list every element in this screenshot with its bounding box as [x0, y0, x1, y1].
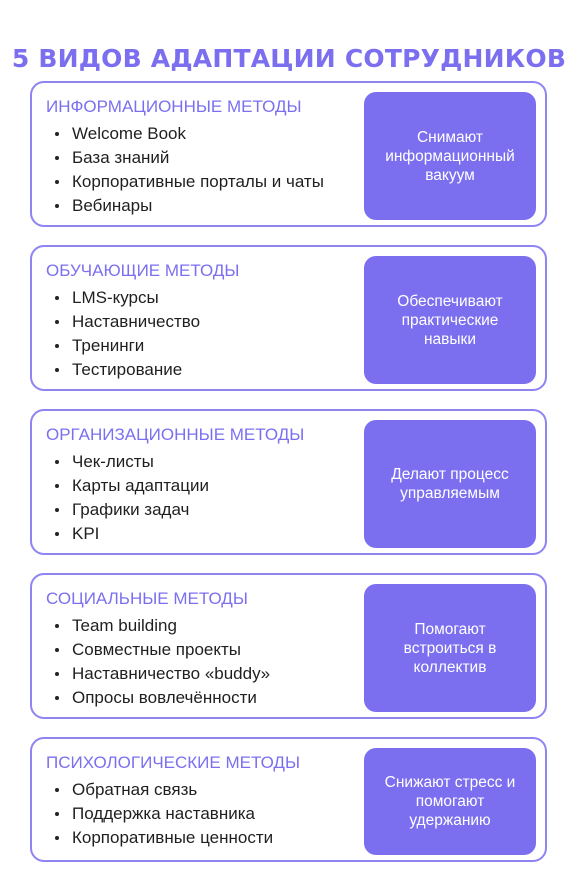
- method-card-informational: [30, 81, 547, 227]
- list-item: [48, 358, 200, 382]
- list-item-label: Корпоративные ценности: [72, 828, 274, 847]
- list-item: [48, 146, 324, 170]
- list-item: [48, 474, 209, 498]
- list-item: [48, 826, 273, 850]
- bullet-icon: [55, 788, 59, 792]
- list-item: [48, 310, 200, 334]
- bullet-icon: [55, 368, 59, 372]
- bullet-icon: [55, 156, 59, 160]
- bullet-icon: [55, 132, 59, 136]
- list-item: [48, 170, 324, 194]
- bullet-icon: [55, 320, 59, 324]
- list-item: [48, 450, 209, 474]
- list-item-label: Team building: [72, 616, 177, 635]
- method-card-psychological: [30, 737, 547, 862]
- method-list: [48, 614, 270, 710]
- list-item-label: Welcome Book: [72, 124, 187, 143]
- bullet-icon: [55, 812, 59, 816]
- bullet-icon: [55, 672, 59, 676]
- bullet-icon: [55, 344, 59, 348]
- list-item-label: Совместные проекты: [72, 640, 241, 659]
- list-item-label: Обратная связь: [72, 780, 198, 799]
- list-item-label: База знаний: [72, 148, 170, 167]
- list-item: [48, 522, 209, 546]
- bullet-icon: [55, 204, 59, 208]
- bullet-icon: [55, 460, 59, 464]
- list-item: [48, 498, 209, 522]
- outcome-badge: Снижают стресс и помогают удержанию: [364, 748, 536, 855]
- bullet-icon: [55, 648, 59, 652]
- list-item-label: Карты адаптации: [72, 476, 209, 495]
- bullet-icon: [55, 296, 59, 300]
- list-item: [48, 686, 270, 710]
- list-item-label: Тренинги: [72, 336, 145, 355]
- outcome-badge: Делают процесс управляемым: [364, 420, 536, 548]
- list-item: [48, 614, 270, 638]
- list-item-label: Тестирование: [72, 360, 183, 379]
- outcome-badge: Обеспечивают практические навыки: [364, 256, 536, 384]
- method-list: [48, 778, 273, 850]
- list-item-label: LMS-курсы: [72, 288, 159, 307]
- bullet-icon: [55, 532, 59, 536]
- method-list: [48, 286, 200, 382]
- card-heading: ОРГАНИЗАЦИОННЫЕ МЕТОДЫ: [46, 425, 305, 444]
- list-item-label: Опросы вовлечённости: [72, 688, 257, 707]
- bullet-icon: [55, 836, 59, 840]
- method-list: [48, 122, 324, 218]
- card-heading: СОЦИАЛЬНЫЕ МЕТОДЫ: [46, 589, 248, 608]
- list-item-label: Вебинары: [72, 196, 153, 215]
- list-item-label: Чек-листы: [72, 452, 154, 471]
- card-heading: ИНФОРМАЦИОННЫЕ МЕТОДЫ: [46, 97, 302, 116]
- bullet-icon: [55, 484, 59, 488]
- list-item: [48, 334, 200, 358]
- list-item: [48, 662, 270, 686]
- list-item: [48, 638, 270, 662]
- method-card-educational: [30, 245, 547, 391]
- outcome-badge: Помогают встроиться в коллектив: [364, 584, 536, 712]
- method-card-social: [30, 573, 547, 719]
- list-item: [48, 194, 324, 218]
- bullet-icon: [55, 624, 59, 628]
- list-item: [48, 286, 200, 310]
- list-item-label: Корпоративные порталы и чаты: [72, 172, 324, 191]
- card-heading: ОБУЧАЮЩИЕ МЕТОДЫ: [46, 261, 240, 280]
- method-list: [48, 450, 209, 546]
- card-heading: ПСИХОЛОГИЧЕСКИЕ МЕТОДЫ: [46, 753, 300, 772]
- list-item: [48, 802, 273, 826]
- list-item-label: KPI: [72, 524, 100, 543]
- bullet-icon: [55, 508, 59, 512]
- list-item-label: Поддержка наставника: [72, 804, 255, 823]
- list-item-label: Наставничество «buddy»: [72, 664, 271, 683]
- page-title: 5 ВИДОВ АДАПТАЦИИ СОТРУДНИКОВ: [11, 43, 567, 73]
- bullet-icon: [55, 696, 59, 700]
- bullet-icon: [55, 180, 59, 184]
- list-item-label: Графики задач: [72, 500, 190, 519]
- list-item: [48, 778, 273, 802]
- outcome-badge: Снимают информационный вакуум: [364, 92, 536, 220]
- list-item-label: Наставничество: [72, 312, 201, 331]
- list-item: [48, 122, 324, 146]
- method-card-organizational: [30, 409, 547, 555]
